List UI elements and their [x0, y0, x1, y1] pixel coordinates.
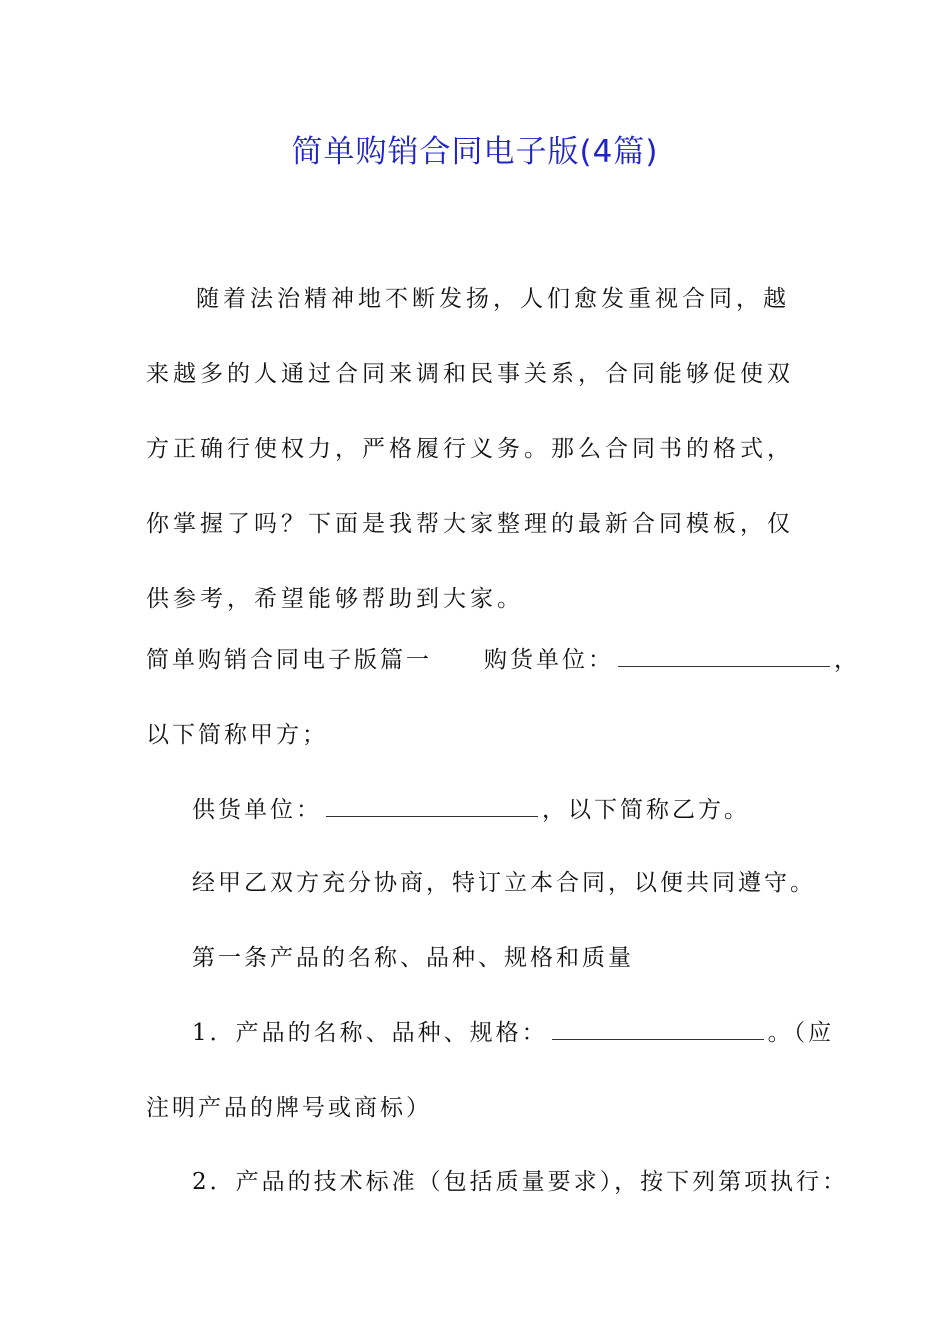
buyer-line [146, 640, 860, 680]
buyer-blank [618, 642, 830, 667]
item-1-blank [552, 1015, 764, 1040]
item-1-tail: 。（应 [767, 1020, 835, 1046]
article-1-heading: 第一条产品的名称、品种、规格和质量 [192, 945, 634, 971]
seller-line [192, 790, 750, 830]
section-heading: 简单购销合同电子版篇一 [146, 647, 432, 673]
seller-blank [326, 792, 538, 817]
buyer-alias-line: 以下简称甲方； [146, 722, 328, 748]
intro-paragraph: 随着法治精神地不断发扬，人们愈发重视合同，越来越多的人通过合同来调和民事关系，合同能够促使双方正确行使权力，严格履行义务。那么合同书的格式，你掌握了吗？下面是我帮大家整理的最新合同模板，仅供参考，希望能够帮助到大家。 [146, 286, 794, 612]
seller-label: 供货单位： [192, 797, 322, 823]
buyer-tail: ， [834, 647, 860, 673]
agreement-line: 经甲乙双方充分协商，特订立本合同，以便共同遵守。 [192, 870, 816, 896]
buyer-label: 购货单位： [484, 647, 614, 673]
seller-tail: ，以下简称乙方。 [542, 797, 750, 823]
item-1-line [192, 1013, 834, 1053]
item-1-label: 1．产品的名称、品种、规格： [192, 1020, 548, 1046]
item-2-line: 2．产品的技术标准（包括质量要求），按下列第项执行： [192, 1169, 849, 1195]
document-title: 简单购销合同电子版(4篇) [291, 134, 659, 170]
item-1-continuation: 注明产品的牌号或商标） [146, 1095, 432, 1121]
